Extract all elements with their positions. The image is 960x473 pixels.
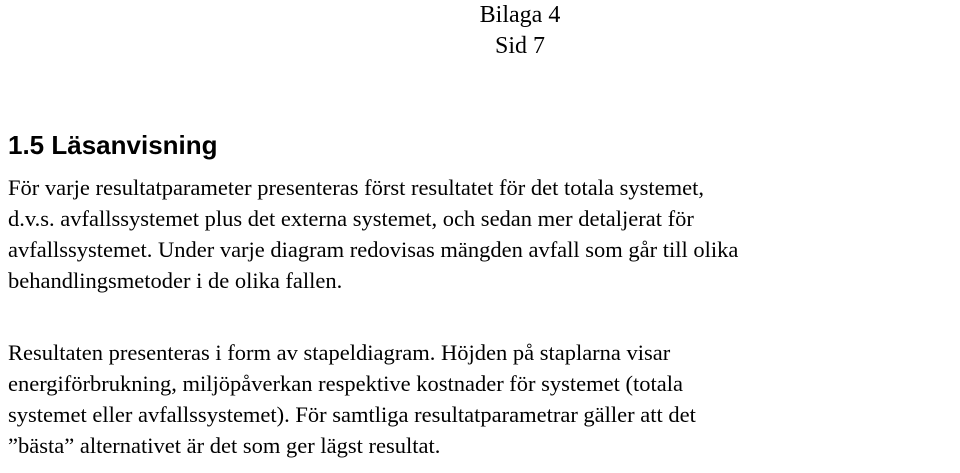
text-line: energiförbrukning, miljöpåverkan respektive kostnader för systemet (totala [8,371,683,396]
text-line: Resultaten presenteras i form av stapeldiagram. Höjden på staplarna visar [8,340,671,365]
text-line: För varje resultatparameter presenteras först resultatet för det totala systemet, [8,175,704,200]
page-header [420,0,620,62]
text-line: avfallssystemet. Under varje diagram redovisas mängden avfall som går till olika [8,237,739,262]
text-line: systemet eller avfallssystemet). För samtliga resultatparametrar gäller att det [8,402,696,427]
text-line: d.v.s. avfallssystemet plus det externa systemet, och sedan mer detaljerat för [8,206,694,231]
page-number: Sid 7 [494,33,545,59]
paragraph-results [8,337,696,461]
text-line: behandlingsmetoder i de olika fallen. [8,268,343,293]
section-title: 1.5 Läsanvisning [8,130,218,160]
appendix-label: Bilaga 4 [479,2,561,28]
paragraph-reading-guide [8,172,738,296]
text-line: ”bästa” alternativet är det som ger lägst resultat. [8,433,441,458]
